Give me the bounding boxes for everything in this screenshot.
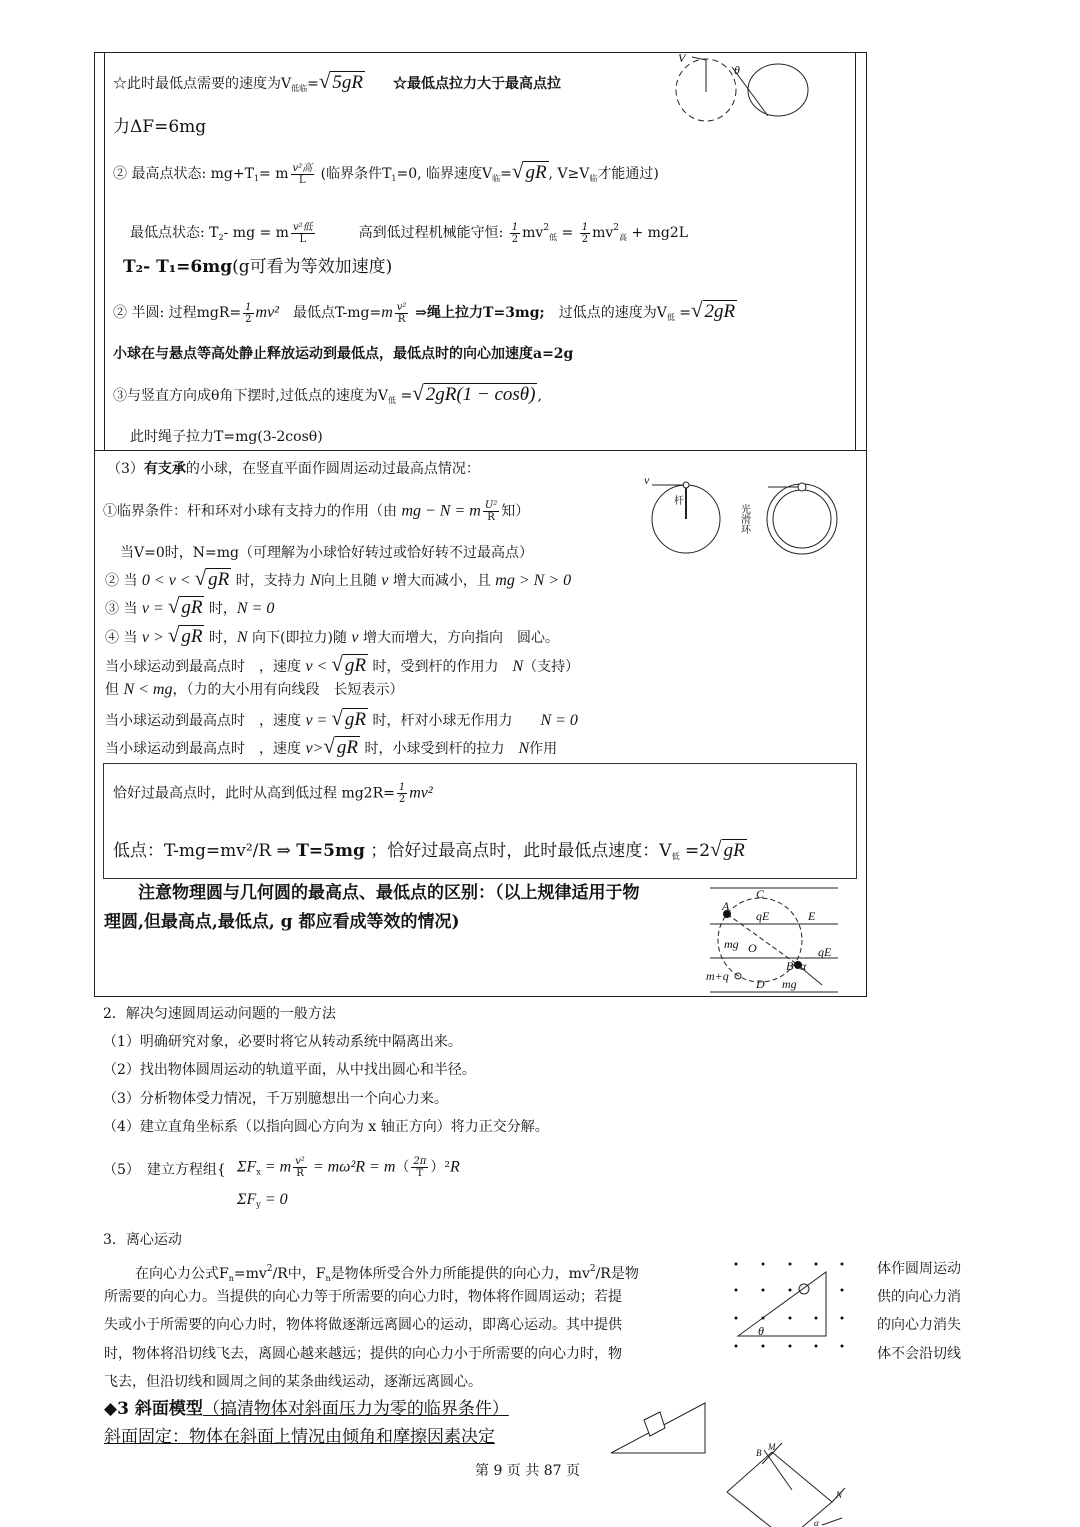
fraction (243, 302, 253, 325)
math-italic: = mω²R = m (308, 1158, 396, 1176)
fraction (580, 222, 590, 245)
label-m: M (768, 1442, 776, 1452)
denominator: R (487, 512, 495, 523)
math-italic: 0 < v < (141, 572, 195, 589)
numerator: U² (484, 500, 498, 511)
math-italic: mg > N > 0 (495, 572, 572, 589)
math-italic: v (381, 572, 389, 589)
right-fragment-4 (877, 1344, 961, 1364)
radical-sign-icon: √ (691, 298, 703, 322)
label-rod: 杆 (674, 496, 684, 507)
text-segment: 知） (501, 503, 530, 520)
bold-text: ◆3 斜面模型 (104, 1399, 203, 1419)
text-segment: 才能通过) (597, 166, 659, 182)
fraction (483, 500, 499, 523)
fraction (411, 1156, 428, 1179)
square-root (323, 736, 360, 758)
math-italic: v = (141, 600, 168, 617)
numerator: 1 (398, 782, 406, 793)
label-v: V (678, 52, 686, 65)
bold-text: ☆最低点拉力大于最高点拉 (365, 76, 561, 92)
centrifugal-para-4 (104, 1344, 622, 1364)
underlined-text: 斜面固定：物体在斜面上情况由倾角和摩擦因素决定 (104, 1427, 495, 1447)
line-min-speed (113, 71, 561, 99)
radicand: gR (525, 162, 547, 183)
text-segment: = (557, 225, 578, 241)
label-smooth-ring: 光滑环 (738, 504, 750, 534)
text-segment: + mg2L (627, 225, 689, 241)
superscript: 2 (543, 223, 550, 233)
text-segment: =2 (679, 841, 711, 861)
radicand: gR (181, 597, 203, 618)
text-segment: 体作圆周运动 (877, 1261, 961, 1277)
math-italic: N (310, 572, 321, 589)
subscript: 1 (391, 174, 397, 183)
support-top-less (105, 654, 579, 677)
note-line-1 (138, 883, 640, 903)
text-segment: 时，受到杆的作用力 (368, 659, 513, 675)
radical-sign-icon: √ (318, 69, 331, 93)
text-segment: 时， (204, 630, 237, 646)
subscript: y (256, 1200, 261, 1209)
denominator: 2 (245, 313, 252, 325)
square-root (710, 839, 747, 861)
text-segment: 2．解决匀速圆周运动问题的一般方法 (103, 1006, 336, 1022)
subscript: 高 (619, 233, 628, 242)
text-segment: 恰好过最高点时，此时从高到低过程 mg2R= (113, 785, 395, 802)
text-segment: =mv (233, 1266, 267, 1282)
incline-field-diagram (730, 1258, 855, 1353)
method-step-4 (103, 1117, 549, 1137)
radical-sign-icon: √ (331, 652, 343, 676)
math-italic: mg − N = m (401, 502, 481, 520)
outer-box-bottom (94, 996, 867, 997)
outer-box-left (94, 52, 95, 996)
subscript: 低 (549, 233, 558, 242)
line-delta-f (113, 117, 206, 137)
math-italic: mv² (255, 304, 279, 321)
note-line-2 (104, 912, 460, 932)
text-segment: , V≥V (548, 166, 590, 182)
label-a: A (722, 899, 730, 913)
text-segment: ①临界条件：杆和环对小球有支持力的作用（由 (103, 503, 402, 520)
text-segment: (g可看为等效加速度) (232, 257, 393, 277)
denominator: 2 (581, 233, 589, 245)
label-theta: θ (734, 63, 740, 77)
subscript: 低 (671, 852, 680, 861)
label-n: N (836, 1490, 843, 1500)
label-b: B (786, 959, 794, 973)
label-v: v (644, 474, 650, 487)
method-heading (103, 1004, 336, 1024)
subscript: 低 (388, 396, 396, 405)
math-italic: N < mg (123, 681, 173, 698)
math-italic: mv² (409, 784, 433, 802)
equation-x (237, 1156, 460, 1183)
fraction (291, 163, 315, 186)
math-italic: v > (141, 629, 168, 646)
radicand: gR (344, 655, 366, 676)
subscript: 临 (589, 174, 598, 183)
text-segment: （支持） (523, 659, 580, 675)
math-italic: N (518, 740, 530, 757)
text-segment: （3）分析物体受力情况，千万别臆想出一个向心力来。 (103, 1091, 448, 1107)
text-segment: 的小球，在竖直平面作圆周运动过最高点情况： (185, 461, 480, 477)
text-segment: = (396, 388, 413, 404)
line-accel (113, 344, 573, 364)
text-segment: 当V=0时，N=mg（可理解为小球恰好转过或恰好转不过最高点） (120, 545, 533, 561)
numerator: 1 (581, 221, 589, 233)
radical-sign-icon: √ (412, 381, 424, 405)
math-italic: ΣF (237, 1158, 257, 1176)
radicand: gR (336, 737, 358, 758)
denominator: R (296, 1168, 304, 1179)
support-v0 (120, 543, 533, 563)
numerator: v² (396, 301, 407, 313)
equivalent-field-diagram (700, 882, 845, 994)
text-segment: 向上且随 (320, 573, 382, 589)
math-italic: = 0 (260, 1191, 288, 1208)
bold-text: 注意物理圆与几何圆的最高点、最低点的区别：（以上规律适用于物 (138, 883, 640, 903)
radical-sign-icon: √ (167, 594, 180, 618)
superscript: 2 (613, 223, 620, 233)
right-fragment-1 (877, 1259, 961, 1279)
radicand: gR (208, 569, 230, 590)
label-theta: θ (758, 1324, 764, 1338)
underlined-text: （搞清物体对斜面压力为零的临界条件） (202, 1399, 509, 1419)
text-segment: , (537, 388, 542, 404)
fraction (397, 782, 407, 805)
equation-y (237, 1190, 288, 1215)
method-step-5 (103, 1160, 226, 1180)
subscript: 2 (218, 233, 224, 242)
numerator: 2π (413, 1156, 427, 1167)
incline-heading (104, 1399, 509, 1419)
text-segment: ；恰好过最高点时，此时最低点速度：V (364, 841, 672, 861)
radical-sign-icon: √ (194, 566, 207, 590)
text-segment: 过低点的速度为V (544, 305, 667, 321)
radicand: 5gR (332, 72, 363, 93)
radical-sign-icon: √ (710, 837, 722, 861)
math-italic: N = 0 (236, 600, 275, 617)
text-segment: ② 半圆: 过程mgR= (113, 305, 242, 321)
square-root (331, 654, 368, 676)
text-segment: 失或小于所需要的向心力时，物体将做逐渐远离圆心的运动，即离心运动。其中提供 (104, 1317, 622, 1333)
line-half-circle (113, 300, 737, 328)
label-qe: qE (756, 909, 770, 923)
support-top-equal (105, 708, 578, 731)
text-segment: 所需要的向心力。当提供的向心力等于所需要的向心力时，物体将作圆周运动；若提 (104, 1289, 622, 1305)
radicand: gR (723, 840, 745, 861)
square-root (168, 625, 205, 647)
math-italic: ΣF (237, 1191, 257, 1208)
denominator: R (397, 313, 406, 325)
centrifugal-para-2 (104, 1287, 622, 1307)
text-segment: 时，小球受到杆的拉力 (360, 741, 519, 757)
math-italic: v < (305, 658, 332, 675)
text-segment: ③与竖直方向成θ角下摆时,过低点的速度为V (113, 388, 388, 404)
box-energy (113, 782, 433, 805)
text-segment: (临界条件T (316, 166, 392, 182)
inner-box-right (855, 52, 856, 450)
support-case4 (105, 625, 559, 648)
fraction (510, 222, 520, 245)
bold-text: ⇒绳上拉力T=3mg; (410, 305, 545, 321)
text-segment: 是物体所受合外力所能提供的向心力，mv (330, 1266, 590, 1282)
superscript: 2 (266, 1264, 273, 1274)
text-segment: 此时绳子拉力T=mg(3-2cosθ) (130, 429, 323, 445)
text-segment: ，（力的大小用有向线段 长短表示） (172, 682, 404, 698)
text-segment: ④ 当 (105, 630, 142, 646)
denominator: 2 (398, 794, 406, 805)
square-root (319, 71, 365, 93)
math-italic: N (236, 629, 248, 646)
text-segment: 第 9 页 共 87 页 (475, 1463, 580, 1479)
incline-block-diagram (608, 1398, 708, 1456)
support-heading (107, 459, 480, 479)
centrifugal-para-1 (135, 1259, 639, 1289)
text-segment: 高到低过程机械能守恒: (316, 225, 508, 241)
method-step-1 (103, 1032, 462, 1052)
subscript: 低 (666, 313, 675, 322)
text-segment: 时，物体将沿切线飞去，离圆心越来越远；提供的向心力小于所需要的向心力时，物 (104, 1346, 622, 1362)
right-fragment-2 (877, 1287, 961, 1307)
text-segment: 向下(即拉力)随 (247, 630, 352, 646)
subscript: x (256, 1167, 261, 1177)
text-segment: （1）明确研究对象，必要时将它从转动系统中隔离出来。 (103, 1034, 462, 1050)
support-top-greater (105, 736, 557, 759)
text-segment: ② 最高点状态: mg+T (113, 166, 254, 182)
text-segment: 增大而增大，方向指向 圆心。 (358, 630, 559, 646)
text-segment: mv (592, 225, 614, 241)
math-italic: R (449, 1158, 460, 1176)
math-italic: v> (305, 740, 324, 757)
text-segment: = m (259, 166, 289, 182)
math-italic: N = 0 (540, 712, 578, 729)
square-root (412, 383, 537, 405)
right-fragment-3 (877, 1315, 961, 1335)
text-segment: = (307, 76, 319, 92)
inner-box-left (104, 52, 105, 450)
centrifugal-para-3 (104, 1315, 622, 1335)
radical-sign-icon: √ (331, 706, 343, 730)
text-segment: 时，支持力 (231, 573, 311, 589)
math-italic: v = (305, 712, 332, 729)
support-critical (103, 500, 529, 523)
outer-box-right (866, 52, 867, 996)
math-italic: N (512, 658, 524, 675)
math-italic: m (381, 304, 393, 321)
text-segment: 时，杆对小球无作用力 (368, 713, 541, 729)
label-alpha: α (814, 1518, 819, 1527)
radical-sign-icon: √ (511, 159, 524, 183)
text-segment: - mg = m (223, 225, 289, 241)
numerator: v² (295, 1156, 305, 1167)
text-segment: = (500, 166, 512, 182)
text-segment: 3．离心运动 (103, 1232, 182, 1248)
bold-text: 理圆,但最高点,最低点, g 都应看成等效的情况) (104, 912, 460, 932)
text-segment: （3） (107, 461, 144, 477)
support-case2 (105, 568, 571, 591)
subscript: n (325, 1274, 331, 1283)
bold-text: T=5mg (296, 841, 365, 861)
text-segment: 在向心力公式F (135, 1266, 229, 1282)
numerator: 1 (245, 301, 252, 313)
radicand: 2gR (704, 301, 736, 322)
text-segment: 当小球运动到最高点时 ，速度 (105, 713, 306, 729)
text-segment: = (674, 305, 692, 321)
square-root (168, 596, 205, 618)
denominator: L (299, 174, 306, 186)
subscript: 临 (492, 174, 501, 183)
text-segment: 当小球运动到最高点时 ，速度 (105, 659, 306, 675)
line-t2-t1 (123, 257, 392, 277)
text-segment: 低点：T-mg=mv²/R ⇒ (113, 841, 297, 861)
text-segment: 飞去，但沿切线和圆周之间的某条曲线运动，逐渐远离圆心。 (104, 1374, 482, 1390)
text-segment: （2）找出物体圆周运动的轨道平面，从中找出圆心和半径。 (103, 1062, 476, 1078)
centrifugal-para-5 (104, 1372, 482, 1392)
method-step-3 (103, 1089, 448, 1109)
math-italic: = m (260, 1158, 292, 1176)
line-bottom-state (130, 218, 688, 248)
text-segment: 最低点T-mg= (278, 305, 382, 321)
line-angle-swing (113, 383, 542, 411)
text-segment: 体不会沿切线 (877, 1346, 961, 1362)
numerator: 1 (511, 221, 519, 233)
text-segment: 但 (105, 682, 124, 698)
text-segment: ☆此时最低点需要的速度为V (113, 76, 292, 92)
radical-sign-icon: √ (167, 623, 180, 647)
subscript: n (228, 1274, 234, 1283)
radical-sign-icon: √ (323, 734, 335, 758)
label-b: B (756, 1448, 762, 1458)
section-divider (94, 450, 866, 451)
text-segment: 作用 (529, 741, 558, 757)
numerator: v²高 (292, 162, 313, 174)
text-segment: （ (395, 1159, 410, 1176)
radicand: gR (181, 626, 203, 647)
incline-fixed (104, 1427, 495, 1447)
text-segment: mv (522, 225, 544, 241)
text-segment: /R中，F (272, 1266, 326, 1282)
page-footer (475, 1461, 580, 1481)
text-segment: （4）建立直角坐标系（以指向圆心方向为 x 轴正方向）将力正交分解。 (103, 1119, 549, 1135)
square-root (691, 300, 737, 322)
label-m-q: m+q (706, 969, 729, 983)
denominator: L (299, 233, 307, 245)
subscript: 低临 (291, 84, 308, 93)
rope-circle-diagram (670, 52, 820, 127)
label-qe-2: qE (818, 945, 832, 959)
label-o: O (748, 941, 757, 955)
radicand: 2gR(1 − cosθ) (425, 384, 536, 405)
radicand: gR (344, 709, 366, 730)
text-segment: ③ 当 (105, 601, 142, 617)
method-step-2 (103, 1060, 476, 1080)
fraction (395, 302, 409, 325)
fraction (293, 1156, 307, 1179)
line-tension (130, 427, 323, 447)
text-segment: 当小球运动到最高点时 ，速度 (105, 741, 306, 757)
bold-text: T₂- T₁=6mg (123, 257, 233, 277)
tilted-box-diagram (722, 1440, 862, 1527)
line-top-state (113, 161, 659, 189)
denominator: 2 (511, 233, 519, 245)
label-alpha: α (800, 959, 807, 973)
fraction (291, 222, 315, 245)
bold-text: 小球在与悬点等高处静止释放运动到最低点，最低点时的向心加速度a=2g (113, 346, 574, 362)
text-segment: ② 当 (105, 573, 142, 589)
square-root (331, 708, 368, 730)
subscript: 1 (253, 174, 260, 183)
label-c: C (756, 887, 765, 901)
text-segment: /R是物 (595, 1266, 639, 1282)
label-d: D (756, 977, 765, 991)
text-segment: 时， (204, 601, 237, 617)
text-segment: 供的向心力消 (877, 1289, 961, 1305)
text-segment: 增大而减小，且 (388, 573, 496, 589)
centrifugal-heading (103, 1230, 182, 1250)
text-segment: 的向心力消失 (877, 1317, 961, 1333)
label-e: E (808, 909, 816, 923)
text-segment: （5） 建立方程组{ (103, 1162, 226, 1178)
text-segment: =0, 临界速度V (396, 166, 493, 182)
math-italic: v (351, 629, 359, 646)
text-segment: 最低点状态: T (130, 225, 219, 241)
label-mg-2: mg (782, 977, 797, 991)
bold-text: 有支承 (143, 461, 186, 477)
text-segment: 力ΔF=6mg (113, 117, 207, 137)
numerator: v²低 (292, 221, 313, 233)
square-root (195, 568, 232, 590)
support-case3 (105, 596, 274, 619)
denominator: T (416, 1168, 424, 1179)
text-segment: ）² (430, 1159, 450, 1176)
square-root (512, 161, 549, 183)
box-low-point (113, 839, 747, 867)
support-n-less-mg (105, 680, 403, 700)
superscript: 2 (589, 1264, 596, 1274)
label-mg: mg (724, 937, 739, 951)
rod-ring-diagram (640, 474, 840, 564)
